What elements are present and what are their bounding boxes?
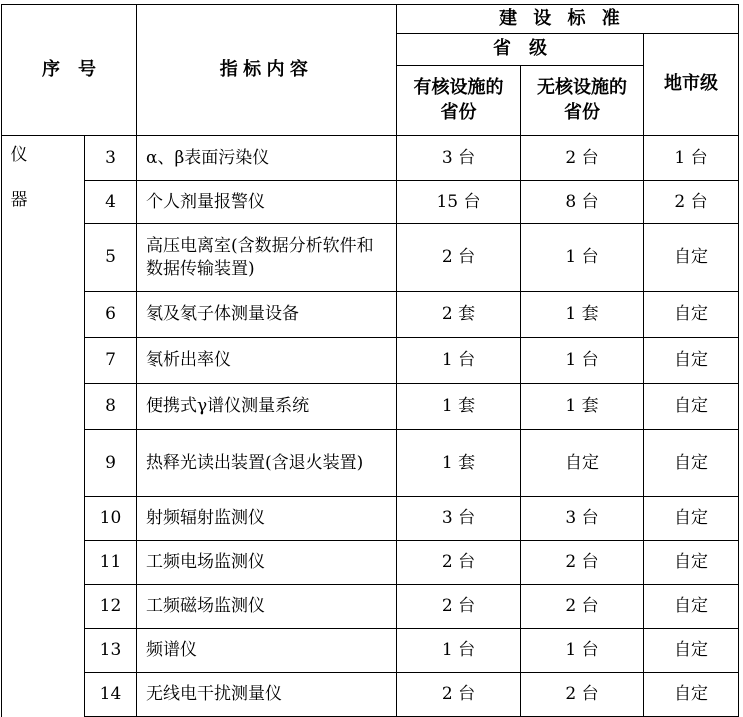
without-nuclear-value: 1 台 — [521, 338, 644, 384]
city-value: 自定 — [644, 384, 739, 430]
without-nuclear-value: 2 台 — [521, 136, 644, 181]
with-nuclear-header: 有核设施的省份 — [397, 66, 521, 136]
content-header: 指标内容 — [137, 5, 397, 136]
city-value: 自定 — [644, 673, 739, 717]
item-name: 高压电离室(含数据分析软件和数据传输装置) — [137, 224, 397, 292]
item-name: 工频电场监测仪 — [137, 541, 397, 585]
without-nuclear-value: 2 台 — [521, 585, 644, 629]
table-row — [2, 673, 739, 717]
without-nuclear-value: 1 套 — [521, 292, 644, 338]
without-nuclear-value: 2 台 — [521, 541, 644, 585]
with-nuclear-value: 1 台 — [397, 629, 521, 673]
item-name: α、β表面污染仪 — [137, 136, 397, 181]
table-row — [2, 384, 739, 430]
city-value: 自定 — [644, 541, 739, 585]
row-number: 7 — [85, 338, 137, 384]
city-value: 自定 — [644, 629, 739, 673]
without-nuclear-value: 1 套 — [521, 384, 644, 430]
city-value: 自定 — [644, 497, 739, 541]
city-value: 自定 — [644, 292, 739, 338]
equipment-standard-table — [1, 4, 739, 717]
row-number: 6 — [85, 292, 137, 338]
row-number: 9 — [85, 430, 137, 497]
item-name: 氡析出率仪 — [137, 338, 397, 384]
category-char: 仪 — [10, 145, 28, 165]
item-name: 便携式γ谱仪测量系统 — [137, 384, 397, 430]
with-nuclear-value: 1 套 — [397, 384, 521, 430]
table-row — [2, 585, 739, 629]
with-nuclear-value: 3 台 — [397, 136, 521, 181]
city-value: 2 台 — [644, 181, 739, 224]
table-row — [2, 181, 739, 224]
with-nuclear-value: 2 台 — [397, 224, 521, 292]
with-nuclear-value: 15 台 — [397, 181, 521, 224]
category-char: 器 — [10, 190, 28, 210]
item-name: 射频辐射监测仪 — [137, 497, 397, 541]
with-nuclear-value: 2 台 — [397, 673, 521, 717]
without-nuclear-value: 自定 — [521, 430, 644, 497]
table-row — [2, 338, 739, 384]
standard-header: 建设标准 — [397, 5, 739, 34]
with-nuclear-value: 3 台 — [397, 497, 521, 541]
with-nuclear-value: 2 台 — [397, 585, 521, 629]
city-value: 自定 — [644, 224, 739, 292]
category-cell — [2, 136, 85, 717]
city-header: 地市级 — [644, 34, 739, 136]
row-number: 3 — [85, 136, 137, 181]
table-row — [2, 430, 739, 497]
with-nuclear-value: 2 套 — [397, 292, 521, 338]
with-nuclear-value: 1 套 — [397, 430, 521, 497]
row-number: 8 — [85, 384, 137, 430]
with-nuclear-value: 1 台 — [397, 338, 521, 384]
item-name: 频谱仪 — [137, 629, 397, 673]
row-number: 11 — [85, 541, 137, 585]
row-number: 12 — [85, 585, 137, 629]
table-row — [2, 541, 739, 585]
item-name: 热释光读出装置(含退火装置) — [137, 430, 397, 497]
without-nuclear-value: 1 台 — [521, 629, 644, 673]
row-number: 14 — [85, 673, 137, 717]
row-number: 5 — [85, 224, 137, 292]
without-nuclear-value: 8 台 — [521, 181, 644, 224]
table-row — [2, 497, 739, 541]
row-number: 4 — [85, 181, 137, 224]
row-number: 13 — [85, 629, 137, 673]
table-row — [2, 136, 739, 181]
table-row — [2, 224, 739, 292]
seq-header: 序 号 — [2, 5, 137, 136]
item-name: 氡及氡子体测量设备 — [137, 292, 397, 338]
item-name: 个人剂量报警仪 — [137, 181, 397, 224]
city-value: 1 台 — [644, 136, 739, 181]
without-nuclear-value: 1 台 — [521, 224, 644, 292]
table-row — [2, 292, 739, 338]
provincial-header: 省 级 — [397, 34, 644, 66]
city-value: 自定 — [644, 585, 739, 629]
without-nuclear-value: 2 台 — [521, 673, 644, 717]
without-nuclear-value: 3 台 — [521, 497, 644, 541]
with-nuclear-value: 2 台 — [397, 541, 521, 585]
item-name: 无线电干扰测量仪 — [137, 673, 397, 717]
row-number: 10 — [85, 497, 137, 541]
without-nuclear-header: 无核设施的省份 — [521, 66, 644, 136]
table-row — [2, 629, 739, 673]
item-name: 工频磁场监测仪 — [137, 585, 397, 629]
city-value: 自定 — [644, 338, 739, 384]
city-value: 自定 — [644, 430, 739, 497]
